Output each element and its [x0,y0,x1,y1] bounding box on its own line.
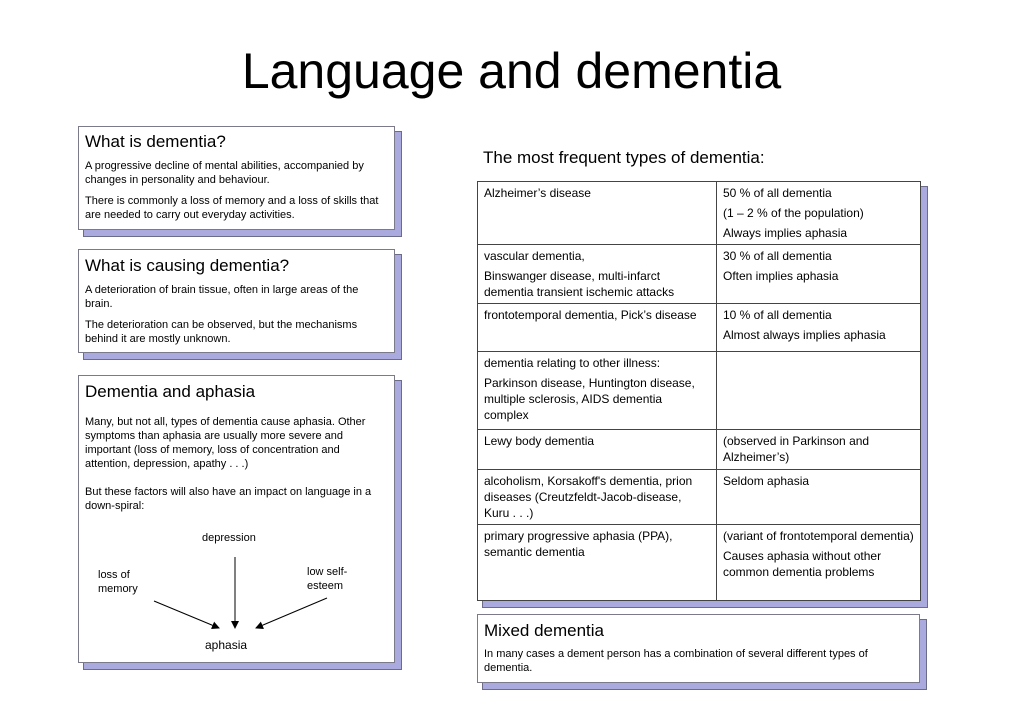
cell-line: Lewy body dementia [484,434,595,448]
arrow-from-loss-of-memory [154,601,219,628]
dementia-info-cell [717,352,921,430]
dementia-type-cell [478,352,717,430]
spiral-self-esteem-line1: low self- [307,566,348,578]
dementia-aphasia-panel [78,375,395,663]
panel-text: A progressive decline of mental abilities, accompanied by changes in personality and behaviour. [85,160,364,186]
dementia-info-cell [717,525,921,601]
cell-line: Parkinson disease, Huntington disease, multiple sclerosis, AIDS dementia complex [484,376,695,422]
cell-line: (observed in Parkinson and Alzheimer’s) [723,434,870,464]
types-heading: The most frequent types of dementia: [483,148,765,167]
page-title: Language and dementia [241,43,782,99]
spiral-arrows [79,376,394,662]
cell-line: primary progressive aphasia (PPA), semantic dementia [484,529,673,559]
table-row [478,182,921,245]
mixed-dementia-panel [477,614,920,683]
spiral-depression-label: depression [202,532,256,544]
dementia-info-cell [717,245,921,304]
panel-heading: Mixed dementia [484,621,605,640]
table-row [478,430,921,470]
panel-text: There is commonly a loss of memory and a loss of skills that are needed to carry out everyday activities. [85,195,379,221]
what-is-dementia-panel [78,126,395,230]
spiral-loss-memory-line1: loss of [98,569,130,581]
cell-line: Almost always implies aphasia [723,328,886,342]
cell-line: Alzheimer’s disease [484,186,591,200]
cell-line: Often implies aphasia [723,269,839,283]
cell-line: 10 % of all dementia [723,308,832,322]
cell-line: dementia relating to other illness: [484,356,661,370]
table-row [478,304,921,352]
cell-line: 30 % of all dementia [723,249,832,263]
cell-line: alcoholism, Korsakoff's dementia, prion diseases (Creutzfeldt-Jacob-disease, Kuru . . .) [484,474,693,520]
cell-line: Seldom aphasia [723,474,810,488]
panel-text: A deterioration of brain tissue, often in large areas of the brain. [85,284,359,310]
cell-line: 50 % of all dementia [723,186,832,200]
arrow-from-low-self-esteem [256,598,327,628]
dementia-info-cell [717,470,921,525]
cell-line: frontotemporal dementia, Pick’s disease [484,308,697,322]
cell-line: Causes aphasia without other common dementia problems [723,549,882,579]
dementia-type-cell [478,182,717,245]
panel-text: Many, but not all, types of dementia cause aphasia. Other symptoms than aphasia are usually more severe and important (loss of memory, loss of concentration and attention, depression, apathy . . .) [85,416,366,470]
panel-text: But these factors will also have an impact on language in a down-spiral: [85,486,372,512]
panel-heading: What is dementia? [85,132,226,151]
cell-line: Always implies aphasia [723,226,848,240]
panel-text: In many cases a dement person has a combination of several different types of dementia. [484,648,868,674]
dementia-type-cell [478,470,717,525]
spiral-aphasia-label: aphasia [205,638,248,652]
cell-line: Binswanger disease, multi-infarct dementia transient ischemic attacks [484,269,675,299]
dementia-type-cell [478,245,717,304]
cell-line: (variant of frontotemporal dementia) [723,529,914,543]
causing-dementia-panel [78,249,395,353]
spiral-loss-memory-line2: memory [98,583,138,595]
panel-heading: Dementia and aphasia [85,382,256,401]
panel-text: The deterioration can be observed, but the mechanisms behind it are mostly unknown. [85,319,358,345]
dementia-info-cell [717,182,921,245]
cell-line: vascular dementia, [484,249,585,263]
table-row [478,525,921,601]
dementia-type-cell [478,304,717,352]
spiral-self-esteem-line2: esteem [307,580,344,592]
cell-line: (1 – 2 % of the population) [723,206,864,220]
dementia-type-cell [478,430,717,470]
table-row [478,470,921,525]
dementia-info-cell [717,304,921,352]
dementia-info-cell [717,430,921,470]
dementia-type-cell [478,525,717,601]
table-row [478,352,921,430]
dementia-types-table [477,181,921,601]
panel-heading: What is causing dementia? [85,256,290,275]
table-row [478,245,921,304]
